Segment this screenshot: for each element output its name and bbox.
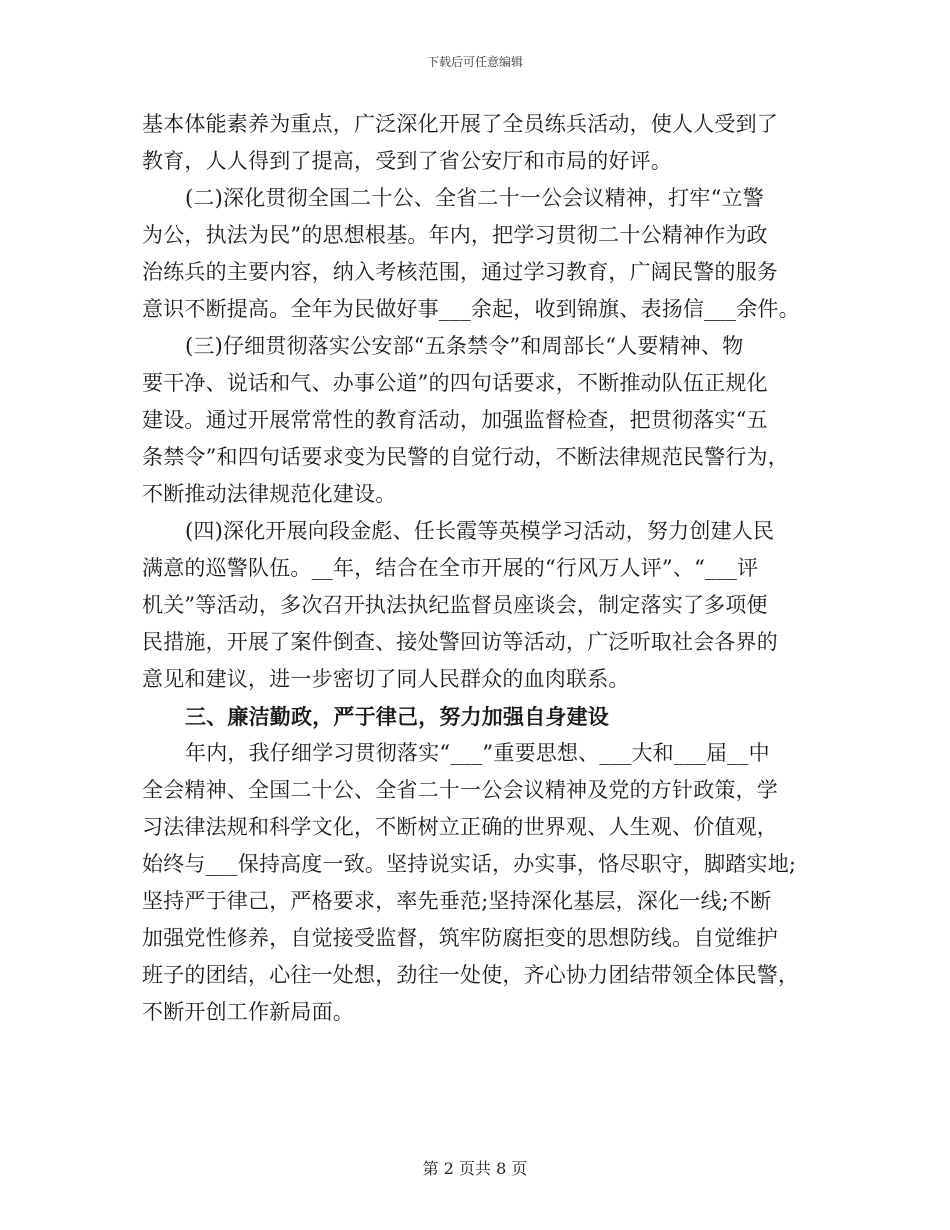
text-line: 治练兵的主要内容，纳入考核范围，通过学习教育，广阔民警的服务 — [142, 260, 778, 284]
text-line: 满意的巡警队伍。__年，结合在全市开展的“行风万人评”、“___评 — [142, 556, 759, 580]
text-line: 坚持严于律己，严格要求，率先垂范;坚持深化基层，深化一线;不断 — [142, 889, 772, 913]
text-line: 班子的团结，心往一处想，劲往一处使，齐心协力团结带领全体民警， — [142, 963, 800, 987]
text-line: 始终与___保持高度一致。坚持说实话，办实事，恪尽职守，脚踏实地; — [142, 852, 797, 876]
text-line: 不断开创工作新局面。 — [142, 1000, 354, 1024]
text-line: 加强党性修养，自觉接受监督，筑牢防腐拒变的思想防线。自觉维护 — [142, 926, 778, 950]
paragraph-start: (四)深化开展向段金彪、任长霞等英模学习活动，努力创建人民 — [185, 519, 775, 543]
text-line: 意见和建议，进一步密切了同人民群众的血肉联系。 — [142, 667, 630, 691]
text-line: 不断推动法律规范化建设。 — [142, 482, 397, 506]
text-line: 意识不断提高。全年为民做好事___余起，收到锦旗、表扬信___余件。 — [142, 297, 800, 321]
paragraph-start: (三)仔细贯彻落实公安部“五条禁令”和周部长“人要精神、物 — [185, 334, 744, 358]
paragraph-start: 年内，我仔细学习贯彻落实“___”重要思想、___大和___届__中 — [185, 741, 770, 765]
page-number: 第 2 页共 8 页 — [422, 1159, 528, 1178]
text-line: 教育，人人得到了提高，受到了省公安厅和市局的好评。 — [142, 149, 672, 173]
document-body — [142, 106, 822, 1031]
text-line: 基本体能素养为重点，广泛深化开展了全员练兵活动，使人人受到了 — [142, 112, 778, 136]
text-line: 建设。通过开展常常性的教育活动，加强监督检查，把贯彻落实“五 — [142, 408, 768, 432]
text-line: 全会精神、全国二十公、全省二十一公会议精神及党的方针政策，学 — [142, 778, 778, 802]
text-line: 机关”等活动，多次召开执法执纪监督员座谈会，制定落实了多项便 — [142, 593, 768, 617]
text-line: 条禁令”和四句话要求变为民警的自觉行动，不断法律规范民警行为， — [142, 445, 789, 469]
text-line: 要干净、说话和气、办事公道”的四句话要求，不断推动队伍正规化 — [142, 371, 768, 395]
section-heading: 三、廉洁勤政，严于律己，努力加强自身建设 — [185, 704, 609, 729]
text-line: 为公，执法为民”的思想根基。年内，把学习贯彻二十公精神作为政 — [142, 223, 768, 247]
paragraph-start: (二)深化贯彻全国二十公、全省二十一公会议精神，打牢“立警 — [185, 186, 764, 210]
text-line: 习法律法规和科学文化，不断树立正确的世界观、人生观、价值观， — [142, 815, 778, 839]
page-header: 下载后可任意编辑 — [426, 55, 523, 69]
text-line: 民措施，开展了案件倒查、接处警回访等活动，广泛听取社会各界的 — [142, 630, 778, 654]
